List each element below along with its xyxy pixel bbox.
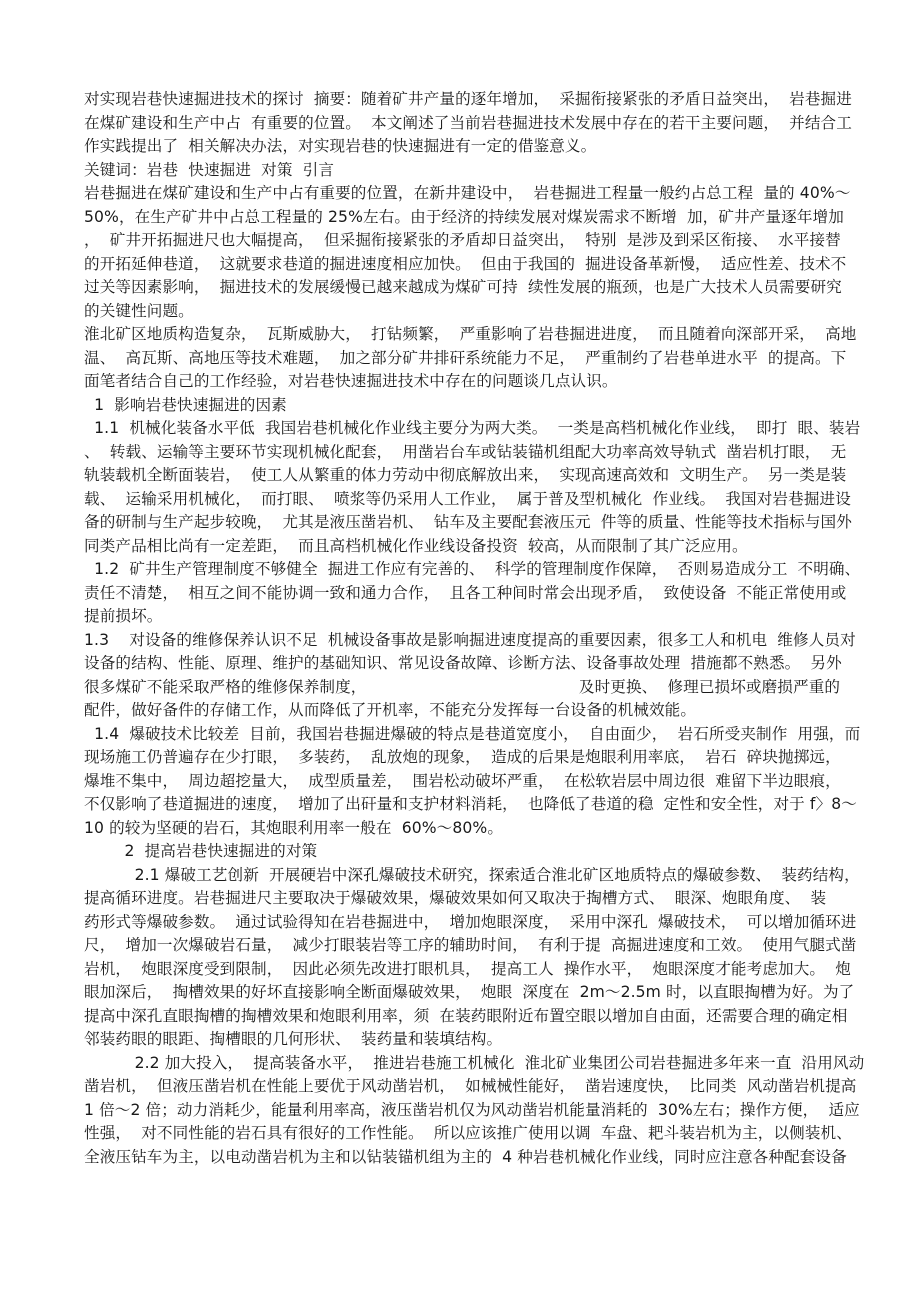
text-line: 2.2 加大投入， 提高装备水平， 推进岩巷施工机械化 淮北矿业集团公司岩巷掘进多年来一直 沿用风动: [84, 1053, 865, 1072]
text-line: 2.1 爆破工艺创新 开展硬岩中深孔爆破技术研究，探索适合淮北矿区地质特点的爆破参数、 装药结构，: [84, 865, 860, 884]
text-line: 邻装药眼的眼距、掏槽眼的几何形状、 装药量和装填结构。: [84, 1030, 503, 1048]
text-line: ， 矿井开拓掘进尺也大幅提高， 但采掘衔接紧张的矛盾却日益突出， 特别 是涉及到采区衔接、 水平接替: [84, 231, 841, 249]
text-line: 1.4 爆破技术比较差 目前，我国岩巷掘进爆破的特点是巷道宽度小， 自由面少， 岩石所受夹制作 用强，而: [84, 724, 861, 743]
text-line: 的开拓延伸巷道， 这就要求巷道的掘进速度相应加快。 但由于我国的 掘进设备革新慢， 适应性差、技术不: [84, 254, 847, 273]
text-line: 备的研制与生产起步较晚， 尤其是液压凿岩机、 钻车及主要配套液压元 件等的质量、性能等技术指标与国外: [84, 513, 852, 531]
text-line: 在煤矿建设和生产中占 有重要的位置。 本文阐述了当前岩巷掘进技术发展中存在的若干主要问题， 并结合工: [84, 113, 852, 132]
text-line: 1 影响岩巷快速掘进的因素: [84, 395, 287, 414]
text-line: 责任不清楚， 相互之间不能协调一致和通力合作， 且各工种间时常会出现矛盾， 致使设备 不能正常使用或: [84, 583, 847, 602]
text-line: 轨装载机全断面装岩， 使工人从繁重的体力劳动中彻底解放出来， 实现高速高效和 文明生产。 另一类是装: [84, 466, 847, 484]
text-line: 、 转载、运输等主要环节实现机械化配套， 用凿岩台车或钻装锚机组配大功率高效导轨式 凿岩机打眼， 无: [84, 442, 847, 461]
text-line: 作实践提出了 相关解决办法，对实现岩巷的快速掘进有一定的借鉴意义。: [84, 137, 597, 155]
text-line: 50%，在生产矿井中占总工程量的 25%左右。由于经济的持续发展对煤炭需求不断增 加，矿井产量逐年增加: [84, 207, 844, 226]
text-line: 1 倍～2 倍；动力消耗少，能量利用率高，液压凿岩机仅为风动凿岩机能量消耗的 30%左右；操作方便， 适应: [84, 1100, 860, 1119]
text-line: 面笔者结合自己的工作经验，对岩巷快速掘进技术中存在的问题谈几点认识。: [84, 372, 618, 390]
text-line: 凿岩机， 但液压凿岩机在性能上要优于风动凿岩机， 如械械性能好， 凿岩速度快， 比同类 风动凿岩机提高: [84, 1077, 857, 1095]
text-line: 提前损坏。: [84, 607, 163, 625]
text-line: 很多煤矿不能采取严格的维修保养制度， 及时更换、 修理已损坏或磨损严重的: [84, 677, 841, 696]
text-line: 岩巷掘进在煤矿建设和生产中占有重要的位置，在新井建设中， 岩巷掘进工程量一般约占总工程 量的 40%～: [84, 184, 851, 202]
text-line: 设备的结构、性能、原理、维护的基础知识、常见设备故障、诊断方法、设备事故处理 措施都不熟悉。 另外: [84, 654, 842, 672]
text-line: 对实现岩巷快速掘进技术的探讨 摘要：随着矿井产量的逐年增加， 采掘衔接紧张的矛盾日益突出， 岩巷掘进: [84, 90, 852, 108]
text-line: 眼加深后， 掏槽效果的好坏直接影响全断面爆破效果， 炮眼 深度在 2m～2.5m 时，以直眼掏槽为好。为了: [84, 983, 855, 1001]
text-line: 药形式等爆破参数。 通过试验得知在岩巷掘进中， 增加炮眼深度， 采用中深孔 爆破技术， 可以增加循环进: [84, 912, 857, 931]
text-line: 提高中深孔直眼掏槽的掏槽效果和炮眼利用率，须 在装药眼附近布置空眼以增加自由面，还需要合理的确定相: [84, 1006, 848, 1025]
text-line: 关键词：岩巷 快速掘进 对策 引言: [84, 160, 335, 179]
text-line: 1.2 矿井生产管理制度不够健全 掘进工作应有完善的、 科学的管理制度作保障， 否则易造成分工 不明确、: [84, 560, 861, 578]
text-line: 现场施工仍普遍存在少打眼， 多装药， 乱放炮的现象， 造成的后果是炮眼利用率底， 岩石 碎块抛掷远，: [84, 748, 841, 766]
text-line: 配件，做好备件的存储工作，从而降低了开机率，不能充分发挥每一台设备的机械效能。: [84, 701, 697, 719]
text-line: 提高循环进度。岩巷掘进尺主要取决于爆破效果，爆破效果如何又取决于掏槽方式、 眼深、炮眼角度、 装: [84, 889, 827, 907]
text-line: 2 提高岩巷快速掘进的对策: [84, 842, 318, 860]
text-line: 淮北矿区地质构造复杂， 瓦斯威胁大， 打钻频繁， 严重影响了岩巷掘进进度， 而且随着向深部开采， 高地: [84, 325, 857, 343]
text-line: 1.1 机械化装备水平低 我国岩巷机械化作业线主要分为两大类。 一类是高档机械化作业线， 即打 眼、装岩: [84, 419, 861, 437]
text-line: 不仅影响了巷道掘进的速度， 增加了出矸量和支护材料消耗， 也降低了巷道的稳 定性和安全性，对于 f〉8～: [84, 795, 857, 813]
text-line: 的关键性问题。: [84, 301, 194, 320]
text-line: 爆堆不集中， 周边超挖量大， 成型质量差， 围岩松动破坏严重， 在松软岩层中周边很 难留下半边眼痕，: [84, 771, 841, 790]
text-line: 同类产品相比尚有一定差距， 而且高档机械化作业线设备投资 较高，从而限制了其广泛应用。: [84, 536, 748, 555]
text-line: 全液压钻车为主，以电动凿岩机为主和以钻装锚机组为主的 4 种岩巷机械化作业线，同时应注意各种配套设备: [84, 1147, 847, 1166]
text-line: 1.3 对设备的维修保养认识不足 机械设备事故是影响掘进速度提高的重要因素，很多工人和机电 维修人员对: [84, 630, 856, 649]
text-line: 尺， 增加一次爆破岩石量， 减少打眼装岩等工序的辅助时间， 有利于提 高掘进速度和工效。 使用气腿式凿: [84, 936, 857, 954]
text-line: 温、 高瓦斯、高地压等技术难题， 加之部分矿井排矸系统能力不足， 严重制约了岩巷单进水平 的提高。下: [84, 348, 847, 367]
text-line: 过关等因素影响， 掘进技术的发展缓慢已越来越成为煤矿可持 续性发展的瓶颈，也是广大技术人员需要研究: [84, 278, 842, 296]
text-line: 载、 运输采用机械化， 而打眼、 喷浆等仍采用人工作业， 属于普及型机械化 作业线。 我国对岩巷掘进设: [84, 489, 851, 508]
text-line: 岩机， 炮眼深度受到限制， 因此必须先改进打眼机具， 提高工人 操作水平， 炮眼深度才能考虑加大。 炮: [84, 959, 851, 978]
text-line: 性强， 对不同性能的岩石具有很好的工作性能。 所以应该推广使用以调 车盘、耙斗装岩机为主，以侧装机、: [84, 1124, 852, 1142]
text-line: 10 的较为坚硬的岩石，其炮眼利用率一般在 60%～80%。: [84, 818, 504, 837]
